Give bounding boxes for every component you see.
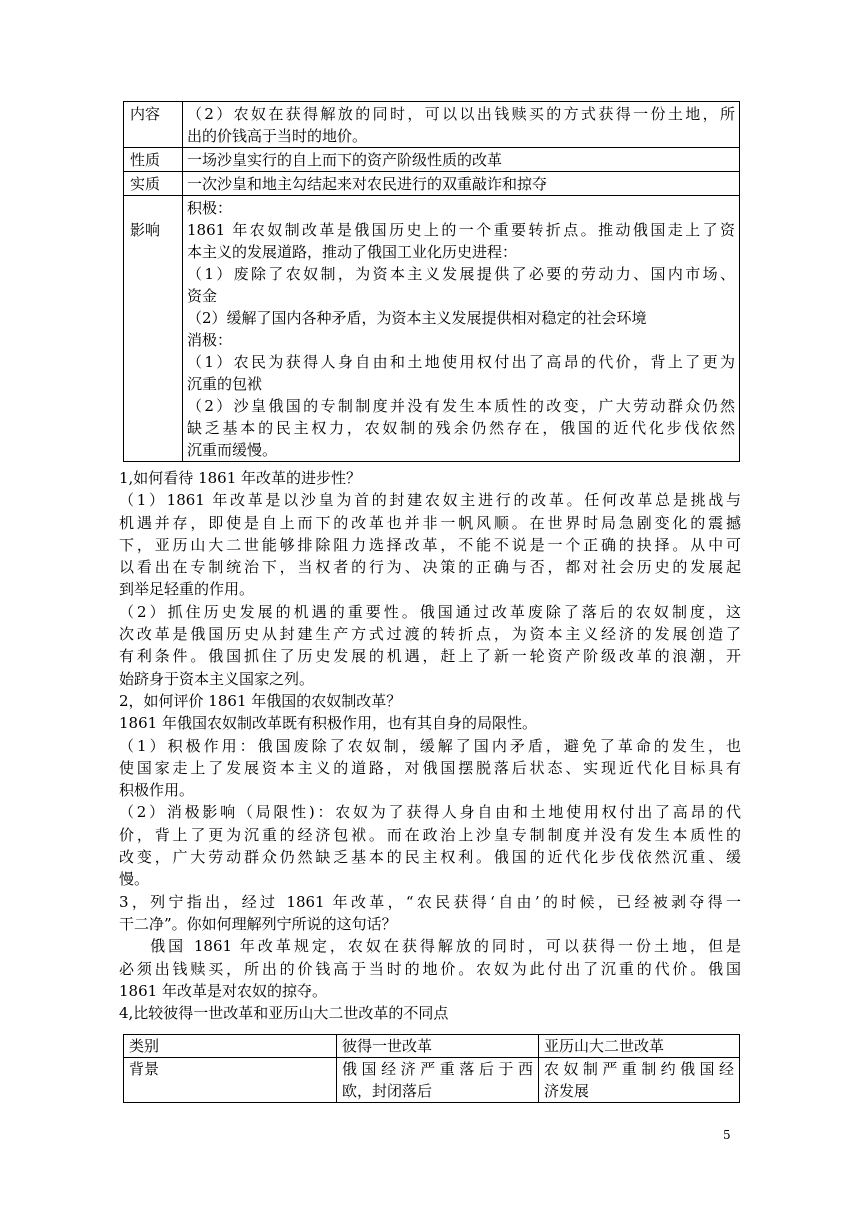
- table-row: [124, 1058, 740, 1103]
- text-line: 慢。: [119, 870, 150, 889]
- row-content: [183, 148, 740, 172]
- row-label: 性质: [124, 148, 183, 172]
- table-cell: [337, 1058, 539, 1103]
- text-line: 俄国经济严重落后于西: [342, 1060, 533, 1078]
- question-heading: 干二净”。你如何理解列宁所说的这句话？: [119, 914, 397, 933]
- column-header: 亚历山大二世改革: [539, 1035, 740, 1058]
- table-row: [124, 196, 740, 462]
- question-heading: 3，列宁指出，经过 1861 年改革，“农民获得‘自由’的时候，已经被剥夺得一: [119, 892, 741, 911]
- text-line: 缺乏基本的民主权力，农奴制的残余仍然存在，俄国的近代化步伐依然: [187, 419, 735, 437]
- row-label: 内容: [124, 102, 183, 148]
- text-line: 有利条件。俄国抓住了历史发展的机遇，赶上了新一轮资产阶级改革的浪潮，开: [119, 647, 741, 666]
- row-label: 实质: [124, 172, 183, 196]
- text-line: （2）抓住历史发展的机遇的重要性。俄国通过改革废除了落后的农奴制度，这: [119, 602, 741, 621]
- text-line: 消极：: [187, 331, 233, 349]
- text-line: （2）沙皇俄国的专制制度并没有发生本质性的改变，广大劳动群众仍然: [187, 397, 735, 415]
- text-line: 价，背上了更为沉重的经济包袱。而在政治上沙皇专制制度并没有发生本质性的: [119, 825, 741, 844]
- text-line: 始跻身于资本主义国家之列。: [119, 669, 315, 688]
- text-line: 改变，广大劳动群众仍然缺乏基本的民主权利。俄国的近代化步伐依然沉重、缓: [119, 848, 741, 867]
- row-label: 影响: [124, 196, 183, 462]
- column-header: 类别: [124, 1035, 337, 1058]
- text-line: （1）废除了农奴制，为资本主义发展提供了必要的劳动力、国内市场、: [187, 265, 735, 283]
- text-line: 积极作用。: [119, 781, 195, 800]
- question-heading: 1,如何看待 1861 年改革的进步性？: [119, 469, 362, 487]
- table-row: [124, 102, 740, 148]
- text-line: 出的价钱高于当时的地价。: [187, 127, 368, 145]
- text-line: 机遇并存，即使是自上而下的改革也并非一帆风顺。在世界时局急剧变化的震撼: [119, 513, 741, 532]
- text-line: 本主义的发展道路，推动了俄国工业化历史进程：: [187, 243, 518, 261]
- column-header: 彼得一世改革: [337, 1035, 539, 1058]
- question-heading: 4,比较彼得一世改革和亚历山大二世改革的不同点: [119, 1004, 449, 1023]
- page-number: 5: [723, 1128, 731, 1142]
- text-line: 资金: [187, 287, 218, 305]
- text-line: （2）农奴在获得解放的同时，可以以出钱赎买的方式获得一份土地，所: [187, 105, 735, 123]
- text-line: 使国家走上了发展资本主义的道路，对俄国摆脱落后状态、实现近代化目标具有: [119, 758, 741, 777]
- question-heading: 2，如何评价 1861 年俄国的农奴制改革？: [119, 691, 402, 710]
- text-line: 沉重的包袱: [187, 375, 263, 393]
- text-line: 到举足轻重的作用。: [119, 580, 255, 599]
- text-line: 积极：: [187, 199, 233, 217]
- row-content: [183, 172, 740, 196]
- text-line: 济发展: [544, 1082, 590, 1100]
- text-line: 1861 年俄国农奴制改革既有积极作用，也有其自身的局限性。: [119, 714, 537, 733]
- text-line: 1861 年改革是对农奴的掠夺。: [119, 981, 327, 1000]
- reform-summary-table: [123, 101, 740, 462]
- text-line: （2）缓解了国内各种矛盾，为资本主义发展提供相对稳定的社会环境: [187, 309, 647, 327]
- table-row: [124, 148, 740, 172]
- comparison-table: [123, 1034, 740, 1103]
- text-line: 必须出钱赎买，所出的价钱高于当时的地价。农奴为此付出了沉重的代价。俄国: [119, 959, 741, 978]
- text-line: （1）1861 年改革是以沙皇为首的封建农奴主进行的改革。任何改革总是挑战与: [119, 491, 741, 510]
- text-line: 以看出在专制统治下，当权者的行为、决策的正确与否，都对社会历史的发展起: [119, 558, 741, 577]
- text-line: （2）消极影响（局限性)：农奴为了获得人身自由和土地使用权付出了高昂的代: [119, 803, 741, 822]
- text-line: 俄国 1861 年改革规定，农奴在获得解放的同时，可以获得一份土地，但是: [119, 937, 741, 956]
- text-line: 沉重而缓慢。: [187, 441, 278, 459]
- text-line: 下，亚历山大二世能够排除阻力选择改革，不能不说是一个正确的抉择。从中可: [119, 535, 741, 554]
- table-cell: [539, 1058, 740, 1103]
- table-row: [124, 172, 740, 196]
- text-line: 次改革是俄国历史从封建生产方式过渡的转折点，为资本主义经济的发展创造了: [119, 625, 741, 644]
- row-content: [183, 196, 740, 462]
- text-line: 1861 年农奴制改革是俄国历史上的一个重要转折点。推动俄国走上了资: [187, 221, 735, 239]
- text-line: （1）积极作用：俄国废除了农奴制，缓解了国内矛盾，避免了革命的发生，也: [119, 736, 741, 755]
- table-header-row: [124, 1035, 740, 1058]
- text-line: 农奴制严重制约俄国经: [544, 1060, 734, 1078]
- row-content: [183, 102, 740, 148]
- text-line: 欧，封闭落后: [342, 1082, 433, 1100]
- table-cell: 背景: [124, 1058, 337, 1103]
- text-line: 一次沙皇和地主勾结起来对农民进行的双重敲诈和掠夺: [187, 175, 548, 193]
- text-line: （1）农民为获得人身自由和土地使用权付出了高昂的代价，背上了更为: [187, 353, 735, 371]
- body-text: [119, 467, 741, 1024]
- text-line: 一场沙皇实行的自上而下的资产阶级性质的改革: [187, 151, 503, 169]
